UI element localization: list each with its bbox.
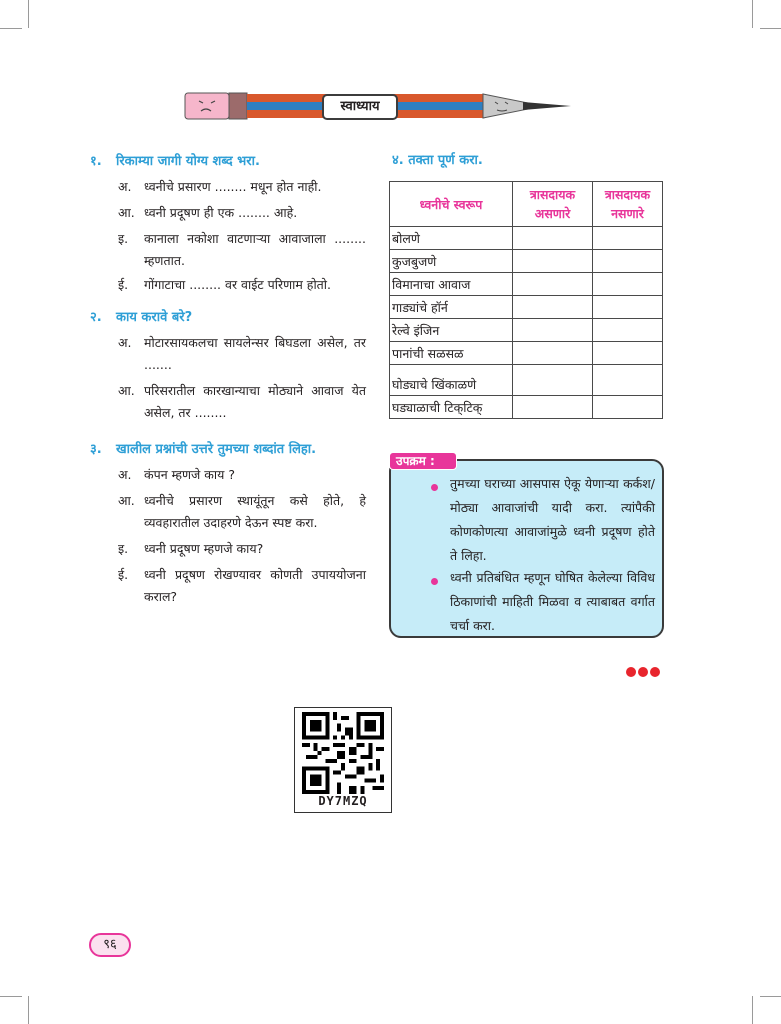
table-cell: घड्याळाची टिक्‌टिक्‌ [390, 396, 513, 419]
table-cell: घोड्याचे खिंकाळणे [390, 365, 513, 396]
answer-cell[interactable] [593, 250, 663, 273]
crop-mark [28, 0, 29, 28]
table-header: ध्वनीचे स्वरूप [390, 182, 513, 227]
table-row [390, 342, 663, 365]
table-header: त्रासदायक असणारे [513, 182, 593, 227]
answer-cell[interactable] [593, 319, 663, 342]
table-row [390, 273, 663, 296]
decorative-dots-icon [626, 662, 662, 681]
answer-cell[interactable] [593, 365, 663, 396]
answer-cell[interactable] [513, 342, 593, 365]
answer-cell[interactable] [513, 273, 593, 296]
item-text: मोटारसायकलचा सायलेन्सर बिघडला असेल, तर ....... [144, 335, 366, 372]
table-row [390, 365, 663, 396]
answer-cell[interactable] [513, 296, 593, 319]
question-1-item [118, 228, 366, 272]
bullet-icon [431, 578, 438, 585]
question-3-item [118, 464, 366, 486]
table-cell: विमानाचा आवाज [390, 273, 513, 296]
qr-code[interactable] [294, 707, 392, 813]
question-number: १. [90, 154, 102, 169]
item-marker: अ. [118, 179, 132, 194]
answer-cell[interactable] [593, 296, 663, 319]
question-1-item [118, 202, 366, 224]
crop-mark [0, 996, 22, 997]
table-cell: पानांची सळसळ [390, 342, 513, 365]
question-3-item [118, 490, 366, 534]
table-header: त्रासदायक नसणारे [593, 182, 663, 227]
table-row [390, 296, 663, 319]
item-marker: आ. [118, 205, 135, 220]
table-row [390, 396, 663, 419]
answer-cell[interactable] [593, 342, 663, 365]
page-number: ९६ [89, 933, 131, 957]
item-text: ध्वनी प्रदूषण म्हणजे काय? [144, 541, 264, 556]
activity-label: उपक्रम : [389, 452, 457, 470]
answer-cell[interactable] [593, 273, 663, 296]
item-marker: ई. [118, 567, 129, 582]
table-cell: बोलणे [390, 227, 513, 250]
question-3-item [118, 538, 366, 560]
question-3-heading [90, 441, 316, 459]
crop-mark [752, 0, 753, 28]
question-text: खालील प्रश्नांची उत्तरे तुमच्या शब्दांत लिहा. [116, 442, 317, 457]
item-text: ध्वनीचे प्रसारण ........ मधून होत नाही. [144, 179, 322, 194]
item-marker: आ. [118, 383, 135, 398]
item-text: कंपन म्हणजे काय ? [144, 467, 236, 482]
item-text: कानाला नकोशा वाटणाऱ्या आवाजाला ........ म्हणतात. [144, 231, 366, 268]
item-marker: इ. [118, 541, 129, 556]
question-text: काय करावे बरे? [116, 310, 193, 325]
qr-code-label: DY7MZQ [318, 794, 368, 808]
table-row [390, 250, 663, 273]
crop-mark [752, 996, 753, 1024]
sound-table [389, 181, 663, 419]
answer-cell[interactable] [513, 365, 593, 396]
section-title: स्वाध्याय [322, 94, 398, 120]
item-text: गोंगाटाचा ........ वर वाईट परिणाम होतो. [144, 277, 332, 292]
answer-cell[interactable] [593, 227, 663, 250]
answer-cell[interactable] [513, 227, 593, 250]
bullet-icon [431, 484, 438, 491]
crop-mark [760, 28, 781, 29]
answer-cell[interactable] [593, 396, 663, 419]
question-1-item [118, 274, 366, 296]
question-1-item [118, 176, 366, 198]
question-2-item [118, 380, 366, 424]
item-marker: अ. [118, 335, 132, 350]
answer-cell[interactable] [513, 319, 593, 342]
question-4-heading: ४. तक्ता पूर्ण करा. [392, 153, 483, 168]
item-text: ध्वनी प्रदूषण ही एक ........ आहे. [144, 205, 298, 220]
question-number: २. [90, 310, 102, 325]
question-text: रिकाम्या जागी योग्य शब्द भरा. [116, 154, 260, 169]
question-1-heading [90, 153, 260, 171]
activity-item: तुमच्या घराच्या आसपास ऐकू येणाऱ्या कर्कश/मोठ्या आवाजांची यादी करा. त्यांपैकी कोणकोणत्या आवाजांमुळे ध्वनी प्रदूषण होते ते लिहा. [450, 476, 655, 563]
crop-mark [0, 28, 22, 29]
question-3-item [118, 564, 366, 608]
item-text: ध्वनी प्रदूषण रोखण्यावर कोणती उपाययोजना कराल? [144, 567, 366, 604]
answer-cell[interactable] [513, 396, 593, 419]
crop-mark [28, 996, 29, 1024]
item-text: परिसरातील कारखान्याचा मोठ्याने आवाज येत असेल, तर ........ [144, 383, 366, 420]
question-2-heading [90, 309, 192, 327]
item-marker: अ. [118, 467, 132, 482]
crop-mark [760, 996, 781, 997]
item-marker: इ. [118, 231, 129, 246]
item-marker: आ. [118, 493, 135, 508]
table-cell: रेल्वे इंजिन [390, 319, 513, 342]
activity-item: ध्वनी प्रतिबंधित म्हणून घोषित केलेल्या विविध ठिकाणांची माहिती मिळवा व त्याबाबत वर्गात चर्चा करा. [450, 570, 655, 633]
table-row [390, 227, 663, 250]
qr-code-icon [299, 712, 387, 794]
table-cell: कुजबुजणे [390, 250, 513, 273]
item-marker: ई. [118, 277, 129, 292]
table-cell: गाड्यांचे हॉर्न [390, 296, 513, 319]
question-number: ३. [90, 442, 102, 457]
answer-cell[interactable] [513, 250, 593, 273]
table-row [390, 319, 663, 342]
item-text: ध्वनीचे प्रसारण स्थायूंतून कसे होते, हे व्यवहारातील उदाहरणे देऊन स्पष्ट करा. [144, 493, 366, 530]
question-2-item [118, 332, 366, 376]
